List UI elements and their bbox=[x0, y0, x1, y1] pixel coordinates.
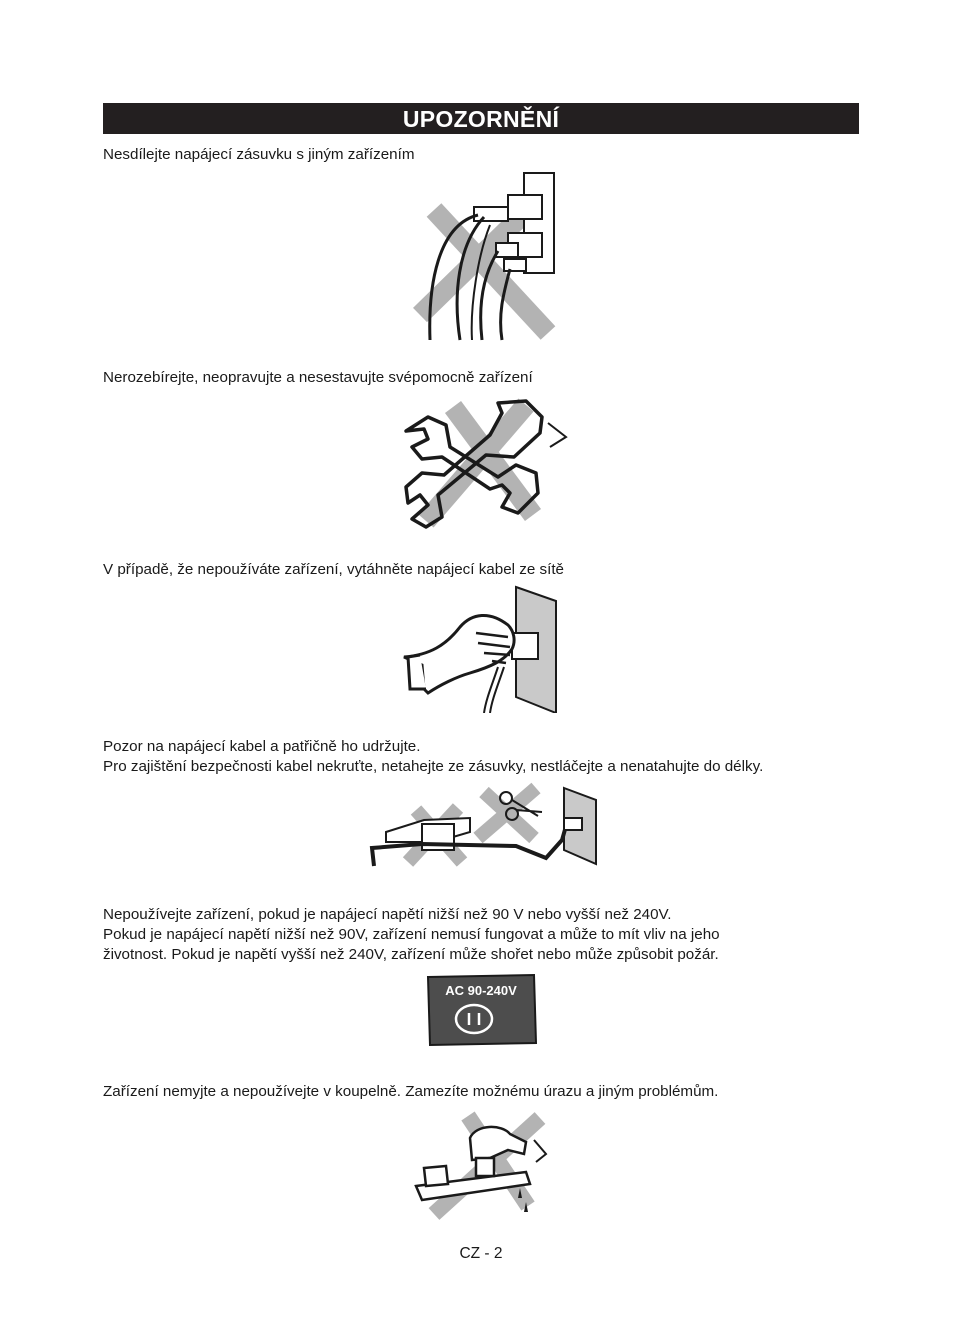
unplug-hand-icon bbox=[400, 585, 562, 713]
warning-text-voltage-2: Pokud je napájecí napětí nižší než 90V, zařízení nemusí fungovat a může to mít vliv na jeho bbox=[103, 926, 720, 943]
bathroom-faucet-crossed-icon bbox=[406, 1110, 548, 1220]
wrench-crossed-icon bbox=[398, 395, 574, 533]
warning-text-no-disassembly: Nerozebírejte, neopravujte a nesestavujte svépomocně zařízení bbox=[103, 369, 533, 386]
warning-text-shared-outlet: Nesdílejte napájecí zásuvku s jiným zařízením bbox=[103, 146, 415, 163]
voltage-badge-text: AC 90-240V bbox=[445, 983, 517, 998]
page-title: UPOZORNĚNÍ bbox=[103, 103, 859, 134]
page-number: CZ - 2 bbox=[459, 1245, 503, 1262]
voltage-label-icon bbox=[424, 973, 538, 1047]
overloaded-outlet-crossed-icon bbox=[398, 165, 570, 343]
warning-text-cable-care-2: Pro zajištění bezpečnosti kabel nekruťte, netahejte ze zásuvky, nestláčejte a nenatahujte do délky. bbox=[103, 758, 764, 775]
warning-text-bathroom: Zařízení nemyjte a nepoužívejte v koupelně. Zamezíte možnému úrazu a jiným problémům. bbox=[103, 1083, 719, 1100]
warning-text-voltage-3: životnost. Pokud je napětí vyšší než 240V, zařízení může shořet nebo může způsobit požár. bbox=[103, 946, 719, 963]
cable-care-crossed-icon bbox=[366, 780, 600, 872]
warning-text-voltage-1: Nepoužívejte zařízení, pokud je napájecí napětí nižší než 90 V nebo vyšší než 240V. bbox=[103, 906, 672, 923]
warning-text-cable-care-1: Pozor na napájecí kabel a patřičně ho udržujte. bbox=[103, 738, 421, 755]
warning-text-unplug: V případě, že nepoužíváte zařízení, vytáhněte napájecí kabel ze sítě bbox=[103, 561, 564, 578]
